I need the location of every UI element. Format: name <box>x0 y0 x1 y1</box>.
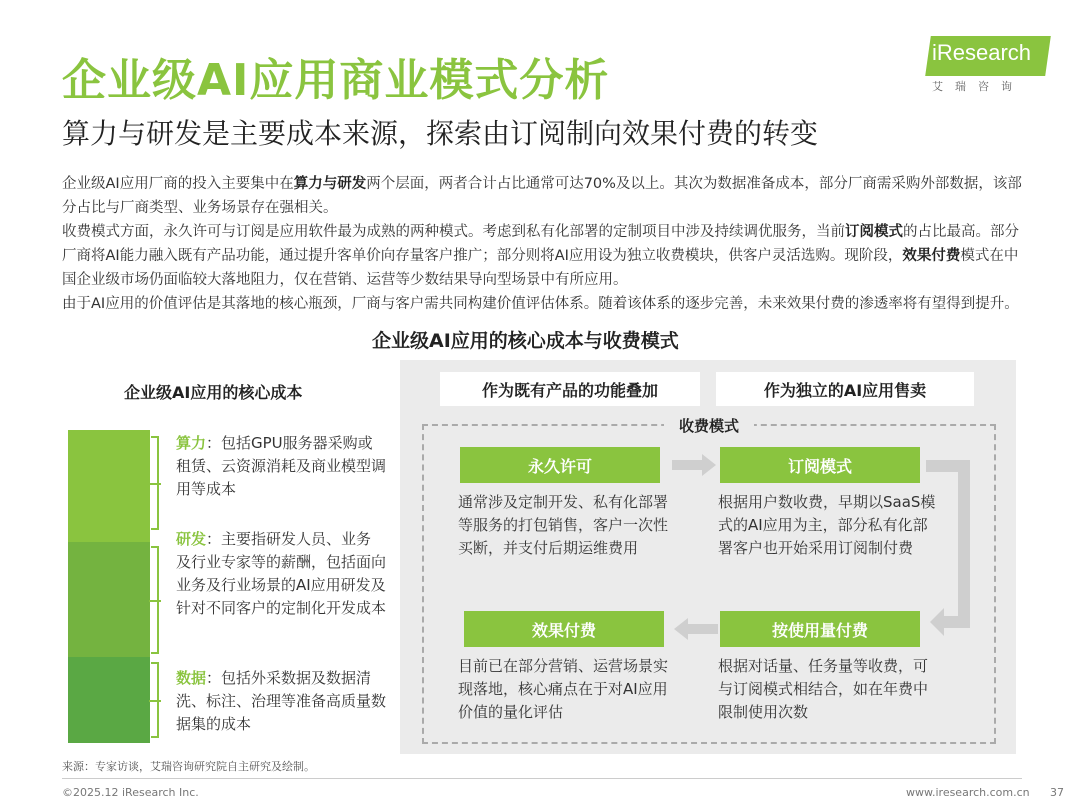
mode-usage-desc: 根据对话量、任务量等收费，可与订阅模式相结合，如在年费中限制使用次数 <box>718 657 929 721</box>
p1-text-a: 企业级AI应用厂商的投入主要集中在 <box>62 176 294 192</box>
p1-text-c: 两个层面，两者合计占比通常可达70%及以上。其次为数据准备成本，部分厂商需采购外部数据，该部分占比与厂商类型、业务场景存在强相关。 <box>62 176 1022 216</box>
mode-perpetual-desc: 通常涉及定制开发、私有化部署等服务的打包销售，客户一次性买断，并支付后期运维费用 <box>458 493 669 557</box>
cost-text: ：包括GPU服务器采购或租赁、云资源消耗及商业模型调用等成本 <box>176 434 387 498</box>
arrow-left-icon <box>672 616 718 642</box>
mode-subscription-desc: 根据用户数收费，早期以SaaS模式的AI应用为主，部分私有化部署客户也开始采用订阅制付费 <box>718 493 936 557</box>
source-note: 来源：专家访谈，艾瑞咨询研究院自主研究及绘制。 <box>62 760 315 773</box>
cost-key: 算力 <box>176 434 207 452</box>
paragraph-3: 由于AI应用的价值评估是其落地的核心瓶颈，厂商与客户需共同构建价值评估体系。随着该体系的逐步完善，未来效果付费的渗透率将有望得到提升。 <box>62 296 1019 312</box>
p2-bold-subscription: 订阅模式 <box>845 224 903 240</box>
page-subtitle: 算力与研发是主要成本来源，探索由订阅制向效果付费的转变 <box>62 117 819 150</box>
cost-panel-title: 企业级AI应用的核心成本 <box>124 383 303 402</box>
loop-arrow-icon <box>926 456 976 642</box>
mode-outcome-based: 效果付费 <box>464 611 664 647</box>
brace-compute <box>151 436 159 530</box>
brace-data <box>151 662 159 738</box>
mode-usage-based: 按使用量付费 <box>720 611 920 647</box>
tag-feature-addon: 作为既有产品的功能叠加 <box>440 372 700 406</box>
p1-bold: 算力与研发 <box>293 176 367 192</box>
mode-perpetual-license: 永久许可 <box>460 447 660 483</box>
iresearch-logo <box>928 36 1050 94</box>
p2-text-e: 模式在中国企业级市场仍面临较大落地阻力，仅在营销、运营等少数结果导向型场景中有所应用。 <box>62 248 1019 288</box>
cost-text: ：包括外采数据及数据清洗、标注、治理等准备高质量数据集的成本 <box>176 669 387 733</box>
logo-subtext: 艾瑞咨询 <box>932 80 1024 93</box>
p2-text-c: 的占比最高。部分厂商将AI能力融入既有产品功能，通过提升客单价向存量客户推广；部分则将AI应用设为独立收费模块，供客户灵活选购。现阶段， <box>62 224 1019 264</box>
website-link[interactable]: www.iresearch.com.cn <box>906 786 1030 799</box>
brace-rnd <box>151 546 159 654</box>
cost-item-data <box>176 667 386 736</box>
paragraph-2 <box>62 220 1022 292</box>
p2-bold-outcome: 效果付费 <box>902 248 961 264</box>
tag-standalone: 作为独立的AI应用售卖 <box>716 372 974 406</box>
p2-text-a: 收费模式方面，永久许可与订阅是应用软件最为成熟的两种模式。考虑到私有化部署的定制项目中涉及持续调优服务，当前 <box>62 224 845 240</box>
mode-subscription: 订阅模式 <box>720 447 920 483</box>
body-text <box>62 172 1022 316</box>
cost-bar-rnd <box>68 542 150 657</box>
cost-item-rnd <box>176 528 386 620</box>
cost-key: 研发 <box>176 530 207 548</box>
arrow-right-icon <box>672 452 718 478</box>
page-title: 企业级AI应用商业模式分析 <box>62 55 610 106</box>
figure-title: 企业级AI应用的核心成本与收费模式 <box>372 330 679 352</box>
revenue-label: 收费模式 <box>664 414 754 438</box>
logo-brand: iResearch <box>932 40 1032 65</box>
cost-bar-compute <box>68 430 150 542</box>
cost-item-compute <box>176 432 386 501</box>
cost-bar-data <box>68 657 150 743</box>
copyright: ©2025.12 iResearch Inc. <box>62 786 199 799</box>
mode-outcome-desc: 目前已在部分营销、运营场景实现落地，核心痛点在于对AI应用价值的量化评估 <box>458 657 669 721</box>
paragraph-1 <box>62 172 1022 220</box>
cost-key: 数据 <box>176 669 207 687</box>
footer-divider <box>62 778 1022 779</box>
cost-text: ：主要指研发人员、业务及行业专家等的薪酬，包括面向业务及行业场景的AI应用研发及针对不同客户的定制化开发成本 <box>176 530 387 617</box>
page-number: 37 <box>1050 786 1064 799</box>
